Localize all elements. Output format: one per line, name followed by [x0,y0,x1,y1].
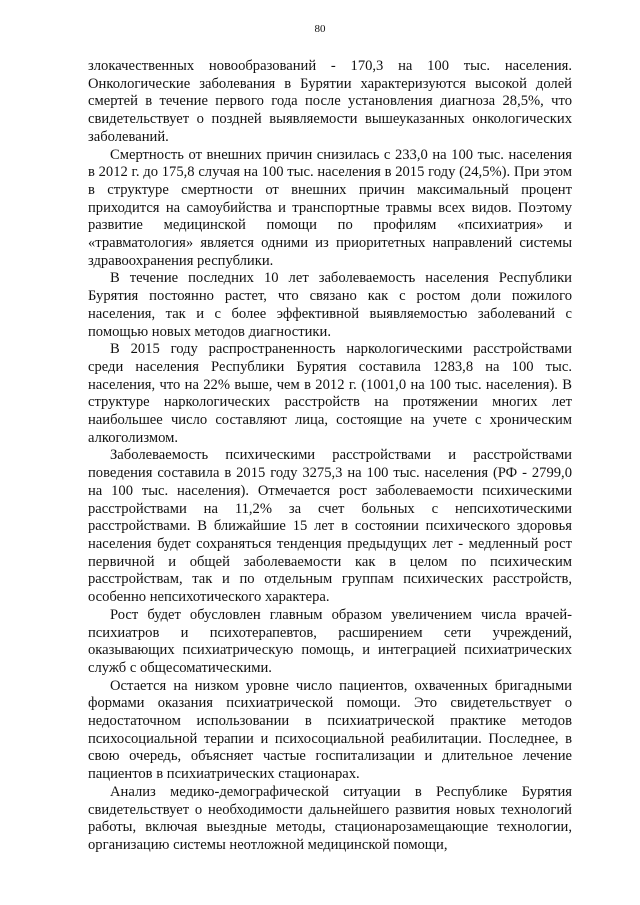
paragraph-external-causes-mortality: Смертность от внешних причин снизилась с 233,0 на 100 тыс. населения в 2012 г. до 175,8 случая на 100 тыс. населения в 2015 году (24,5%). При этом в структуре смертности от внешних причин максимальный процент приходится на самоубийства и транспортные травмы всех видов. Поэтому развитие медицинской помощи по профилям «психиатрия» и «травматология» является одними из приоритетных направлений системы здравоохранения республики. [88,146,572,269]
paragraph-demographic-analysis: Анализ медико-демографической ситуации в Республике Бурятия свидетельствует о необходимости дальнейшего развития новых технологий работы, включая выездные методы, стационарозамещающие технологии, организацию системы неотложной медицинской помощи, [88,783,572,853]
paragraph-morbidity-growth: В течение последних 10 лет заболеваемость населения Республики Бурятия постоянно растет, что связано как с ростом доли пожилого населения, так и с более эффективной выявляемостью заболеваний с помощью новых методов диагностики. [88,270,572,340]
paragraph-oncology-continuation: злокачественных новообразований - 170,3 на 100 тыс. населения. Онкологические заболевания в Бурятии характеризуются высокой долей смертей в течение первого года после установления диагноза 28,5%, что свидетельствует о поздней выявляемости вышеуказанных онкологических заболеваний. [88,58,572,145]
paragraph-narcological-disorders: В 2015 году распространенность наркологическими расстройствами среди населения Республики Бурятия составила 1283,8 на 100 тыс. населения, что на 22% выше, чем в 2012 г. (1001,0 на 100 тыс. населения). В структуре наркологических расстройств на протяжении многих лет наибольшее число составляют лица, состоящие на учете с хроническим алкоголизмом. [88,341,572,446]
paragraph-brigade-care: Остается на низком уровне число пациентов, охваченных бригадными формами оказания психиатрической помощи. Это свидетельствует о недостаточном использовании в психиатрической практике методов психосоциальной терапии и психосоциальной реабилитации. Последнее, в свою очередь, объясняет частые госпитализации и длительное лечение пациентов в психиатрических стационарах. [88,677,572,783]
paragraph-psychiatrists-growth: Рост будет обусловлен главным образом увеличением числа врачей-психиатров и психотерапевтов, расширением сети учреждений, оказывающих психиатрическую помощь, и интеграцией психиатрических служб с общесоматическими. [88,606,572,676]
page-number: 80 [314,23,326,35]
paragraph-mental-disorders: Заболеваемость психическими расстройствами и расстройствами поведения составила в 2015 году 3275,3 на 100 тыс. населения (РФ - 2799,0 на 100 тыс. населения). Отмечается рост заболеваемости психическими расстройствами на 11,2% за счет больных с непсихотическими расстройствами. В ближайшие 15 лет в состоянии психического здоровья населения будет сохраняться тенденция предыдущих лет - медленный рост первичной и общей заболеваемости как в целом по психическим расстройствам, так и по отдельным группам психических расстройств, особенно непсихотического характера. [88,447,572,606]
document-body [88,58,572,855]
